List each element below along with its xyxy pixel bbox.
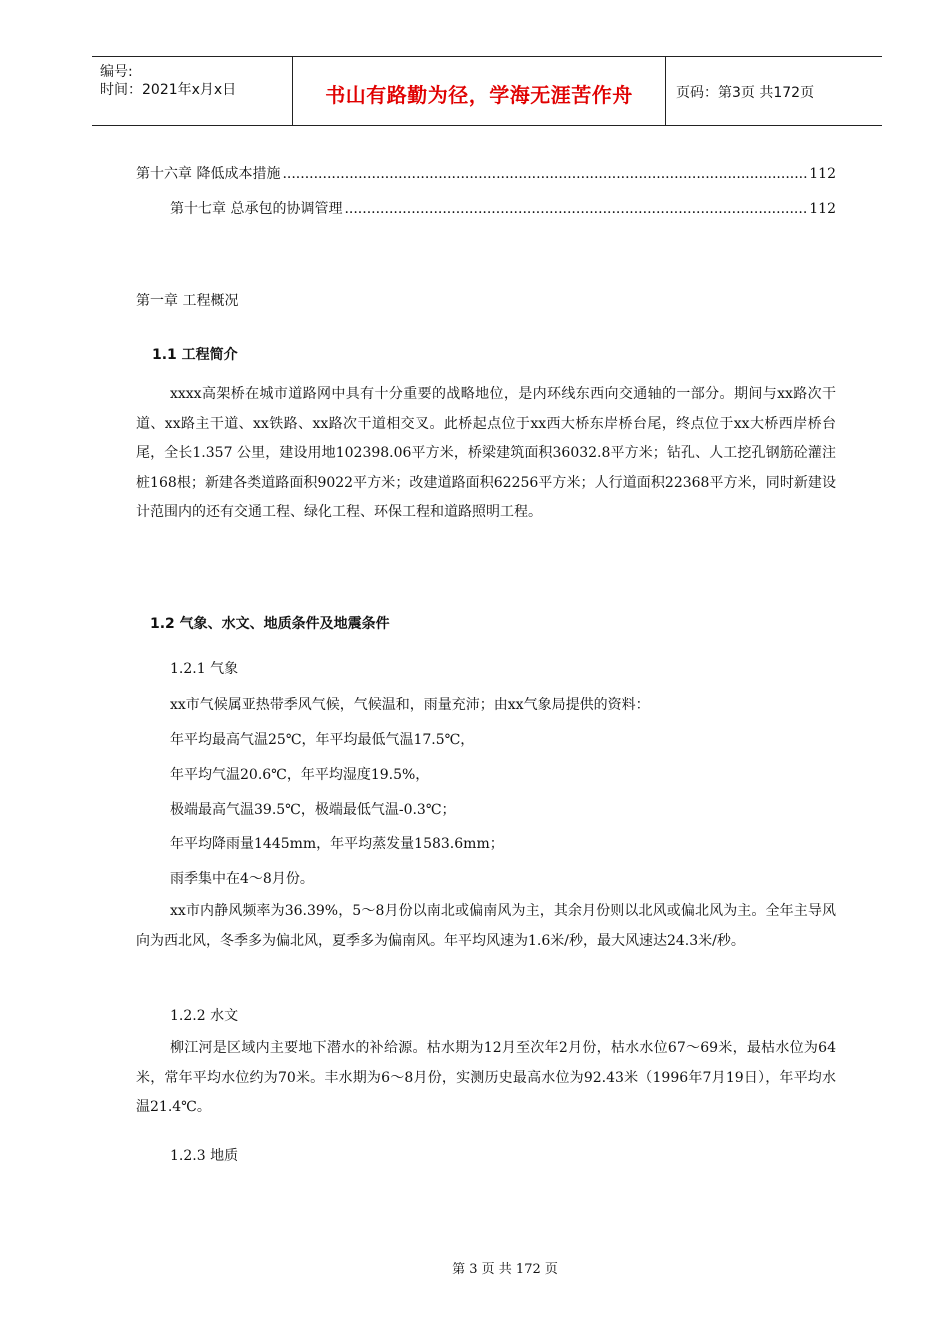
document-number-label: 编号:	[100, 64, 133, 80]
climate-line: xx市气候属亚热带季风气候，气候温和，雨量充沛；由xx气象局提供的资料：	[170, 697, 650, 713]
toc-entry-page: 112	[809, 201, 836, 217]
climate-line: 年平均最高气温25℃，年平均最低气温17.5℃，	[170, 732, 475, 748]
climate-line: 年平均降雨量1445mm，年平均蒸发量1583.6mm；	[170, 836, 504, 852]
climate-line: 极端最高气温39.5℃，极端最低气温-0.3℃；	[170, 802, 456, 818]
page-header	[92, 56, 882, 126]
toc-entry[interactable]	[136, 164, 836, 184]
chapter-title: 第一章 工程概况	[136, 293, 239, 309]
climate-line: 雨季集中在4～8月份。	[170, 871, 314, 887]
subsection-title-1-2-2: 1.2.2 水文	[170, 1008, 239, 1024]
toc-leader-dots	[282, 164, 807, 184]
toc-entry-page: 112	[809, 166, 836, 182]
header-motto: 书山有路勤为径，学海无涯苦作舟	[325, 83, 633, 107]
wind-paragraph: xx市内静风频率为36.39%，5～8月份以南北或偏南风为主，其余月份则以北风或偏北风为主。全年主导风向为西北风，冬季多为偏北风，夏季多为偏南风。年平均风速为1.6米/秒，最大风速达24.3米/秒。	[136, 903, 836, 949]
toc-entry-label: 第十七章 总承包的协调管理	[170, 201, 343, 217]
climate-line: 年平均气温20.6℃，年平均湿度19.5%，	[170, 767, 430, 783]
toc-entry[interactable]	[170, 199, 836, 219]
section-title-1-2: 1.2 气象、水文、地质条件及地震条件	[150, 616, 390, 632]
header-left-cell	[92, 57, 293, 125]
header-right-cell	[666, 57, 882, 125]
header-center-cell	[293, 57, 666, 125]
section-1-1-paragraph: xxxx高架桥在城市道路网中具有十分重要的战略地位，是内环线东西向交通轴的一部分。期间与xx路次干道、xx路主干道、xx铁路、xx路次干道相交叉。此桥起点位于xx西大桥东岸桥台尾，终点位于xx大桥西岸桥台尾，全长1.357 公里，建设用地102398.06平方米，桥梁建筑面积36032.8平方米；钻孔、人工挖孔钢筋砼灌注桩168根；新建各类道路面积9022平方米；改建道路面积62256平方米；人行道面积22368平方米，同时新建设计范围内的还有交通工程、绿化工程、环保工程和道路照明工程。	[136, 386, 836, 520]
hydrology-paragraph: 柳江河是区域内主要地下潜水的补给源。枯水期为12月至次年2月份，枯水水位67～69米，最枯水位为64米，常年平均水位约为70米。丰水期为6～8月份，实测历史最高水位为92.43米（1996年7月19日），年平均水温21.4℃。	[136, 1040, 836, 1115]
subsection-title-1-2-1: 1.2.1 气象	[170, 661, 239, 677]
page-footer: 第 3 页 共 172 页	[452, 1262, 558, 1277]
header-page-label: 页码：第3页 共172页	[676, 85, 815, 101]
toc-entry-label: 第十六章 降低成本措施	[136, 166, 281, 182]
subsection-title-1-2-3: 1.2.3 地质	[170, 1148, 239, 1164]
section-title-1-1: 1.1 工程简介	[152, 347, 238, 363]
document-time-label: 时间：2021年x月x日	[100, 82, 237, 98]
toc-leader-dots	[344, 199, 807, 219]
